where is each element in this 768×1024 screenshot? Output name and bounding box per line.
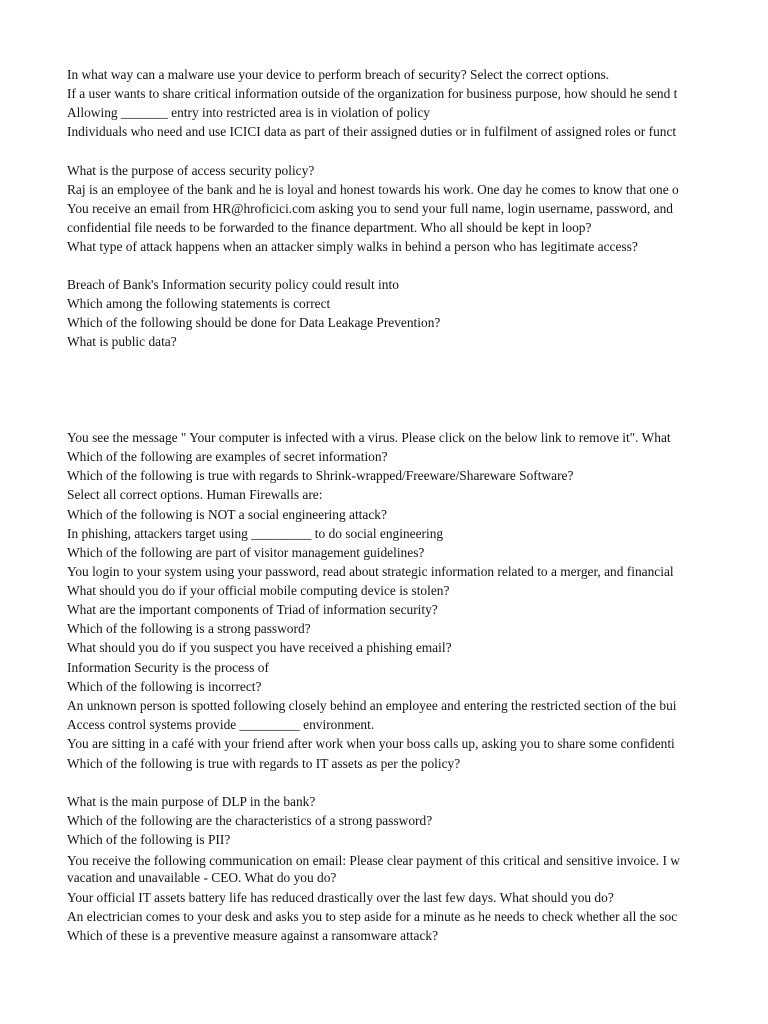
question-line: You login to your system using your password, read about strategic information related to a merger, and financial <box>67 564 674 579</box>
question-line: An electrician comes to your desk and asks you to step aside for a minute as he needs to check whether all the soc <box>67 909 678 924</box>
question-line: Which of the following is incorrect? <box>67 679 262 694</box>
question-line: Which of the following are part of visitor management guidelines? <box>67 545 425 560</box>
question-line: You are sitting in a café with your friend after work when your boss calls up, asking you to share some confidenti <box>67 736 675 751</box>
question-line: Information Security is the process of <box>67 660 269 675</box>
question-line: You see the message " Your computer is infected with a virus. Please click on the below link to remove it". What <box>67 430 671 445</box>
question-line: Select all correct options. Human Firewalls are: <box>67 487 323 502</box>
question-line: Which among the following statements is correct <box>67 296 331 311</box>
question-line: An unknown person is spotted following closely behind an employee and entering the restricted section of the bui <box>67 698 677 713</box>
question-line: You receive the following communication on email: Please clear payment of this critical and sensitive invoice. I w <box>67 853 680 868</box>
question-line: What is the purpose of access security policy? <box>67 163 315 178</box>
question-line: What is the main purpose of DLP in the bank? <box>67 794 316 809</box>
question-line: What type of attack happens when an attacker simply walks in behind a person who has legitimate access? <box>67 239 638 254</box>
question-line: Raj is an employee of the bank and he is loyal and honest towards his work. One day he comes to know that one o <box>67 182 679 197</box>
question-line: What should you do if you suspect you have received a phishing email? <box>67 640 452 655</box>
question-line: Individuals who need and use ICICI data as part of their assigned duties or in fulfilment of assigned roles or funct <box>67 124 677 139</box>
question-line: vacation and unavailable - CEO. What do you do? <box>67 870 337 885</box>
question-line: What should you do if your official mobile computing device is stolen? <box>67 583 450 598</box>
question-line: Breach of Bank's Information security policy could result into <box>67 277 399 292</box>
question-line: You receive an email from HR@hroficici.com asking you to send your full name, login username, password, and <box>67 201 673 216</box>
question-line: Which of the following are the characteristics of a strong password? <box>67 813 433 828</box>
question-line: Which of these is a preventive measure against a ransomware attack? <box>67 928 439 943</box>
question-line: Which of the following is true with regards to IT assets as per the policy? <box>67 756 461 771</box>
question-line: Which of the following is NOT a social engineering attack? <box>67 507 387 522</box>
question-line: Which of the following is PII? <box>67 832 231 847</box>
question-line: Which of the following is a strong password? <box>67 621 311 636</box>
question-line: In what way can a malware use your device to perform breach of security? Select the correct options. <box>67 67 610 82</box>
question-line: Access control systems provide _________ environment. <box>67 717 375 732</box>
question-line: What are the important components of Triad of information security? <box>67 602 438 617</box>
question-line: Allowing _______ entry into restricted area is in violation of policy <box>67 105 430 120</box>
question-line: In phishing, attackers target using _________ to do social engineering <box>67 526 444 541</box>
question-line: If a user wants to share critical information outside of the organization for business purpose, how should he send t <box>67 86 678 101</box>
question-line: What is public data? <box>67 334 177 349</box>
question-line: Which of the following is true with regards to Shrink-wrapped/Freeware/Shareware Software? <box>67 468 574 483</box>
question-line: confidential file needs to be forwarded to the finance department. Who all should be kept in loop? <box>67 220 592 235</box>
question-line: Which of the following should be done for Data Leakage Prevention? <box>67 315 441 330</box>
question-line: Your official IT assets battery life has reduced drastically over the last few days. What should you do? <box>67 890 614 905</box>
question-line: Which of the following are examples of secret information? <box>67 449 388 464</box>
